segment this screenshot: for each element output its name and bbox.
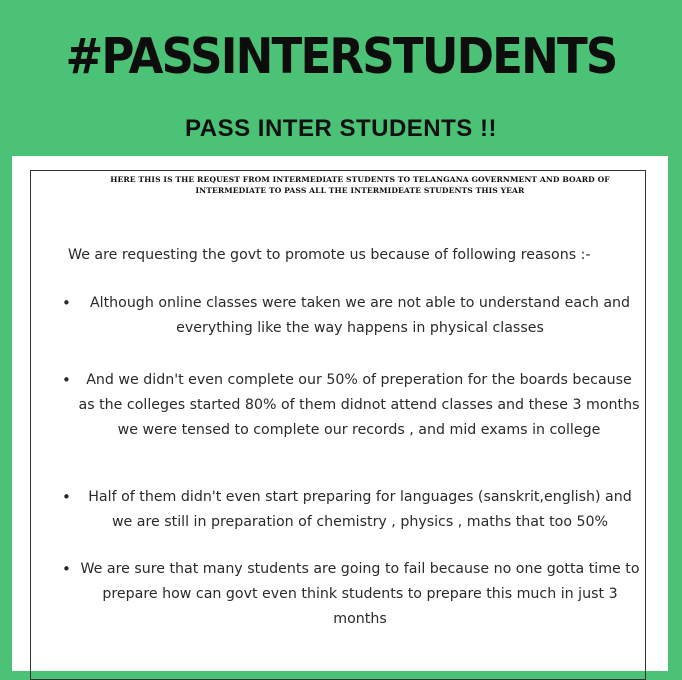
- bullet-icon: •: [62, 294, 71, 312]
- hashtag-title: #PASSINTERSTUDENTS: [65, 28, 617, 85]
- intro-text: We are requesting the govt to promote us because of following reasons :-: [68, 247, 591, 263]
- reason-item: [62, 291, 642, 341]
- reason-item: [62, 368, 642, 443]
- reason-text: Half of them didn't even start preparing for languages (sanskrit,english) and we are still in preparation of chemistry , physics , maths that too 50%: [88, 489, 632, 530]
- bullet-icon: •: [62, 371, 71, 389]
- reason-text: We are sure that many students are going to fail because no one gotta time to prepare how can govt even think students to prepare this much in just 3 months: [80, 561, 640, 627]
- request-heading: HERE THIS IS THE REQUEST FROM INTERMEDIATE STUDENTS TO TELANGANA GOVERNMENT AND BOARD OF INTERMEDIATE TO PASS ALL THE INTERMIDEATE STUDENTS THIS YEAR: [110, 175, 610, 195]
- page-subtitle: PASS INTER STUDENTS !!: [185, 115, 497, 142]
- reason-item: [62, 557, 642, 632]
- bullet-icon: •: [62, 488, 71, 506]
- reason-item: [62, 485, 642, 535]
- bullet-icon: •: [62, 560, 71, 578]
- reason-text: Although online classes were taken we are not able to understand each and everything like the way happens in physical classes: [89, 295, 631, 336]
- reason-text: And we didn't even complete our 50% of preperation for the boards because as the colleges started 80% of them didnot attend classes and these 3 months we were tensed to complete our records , and mid exams in college: [78, 372, 640, 438]
